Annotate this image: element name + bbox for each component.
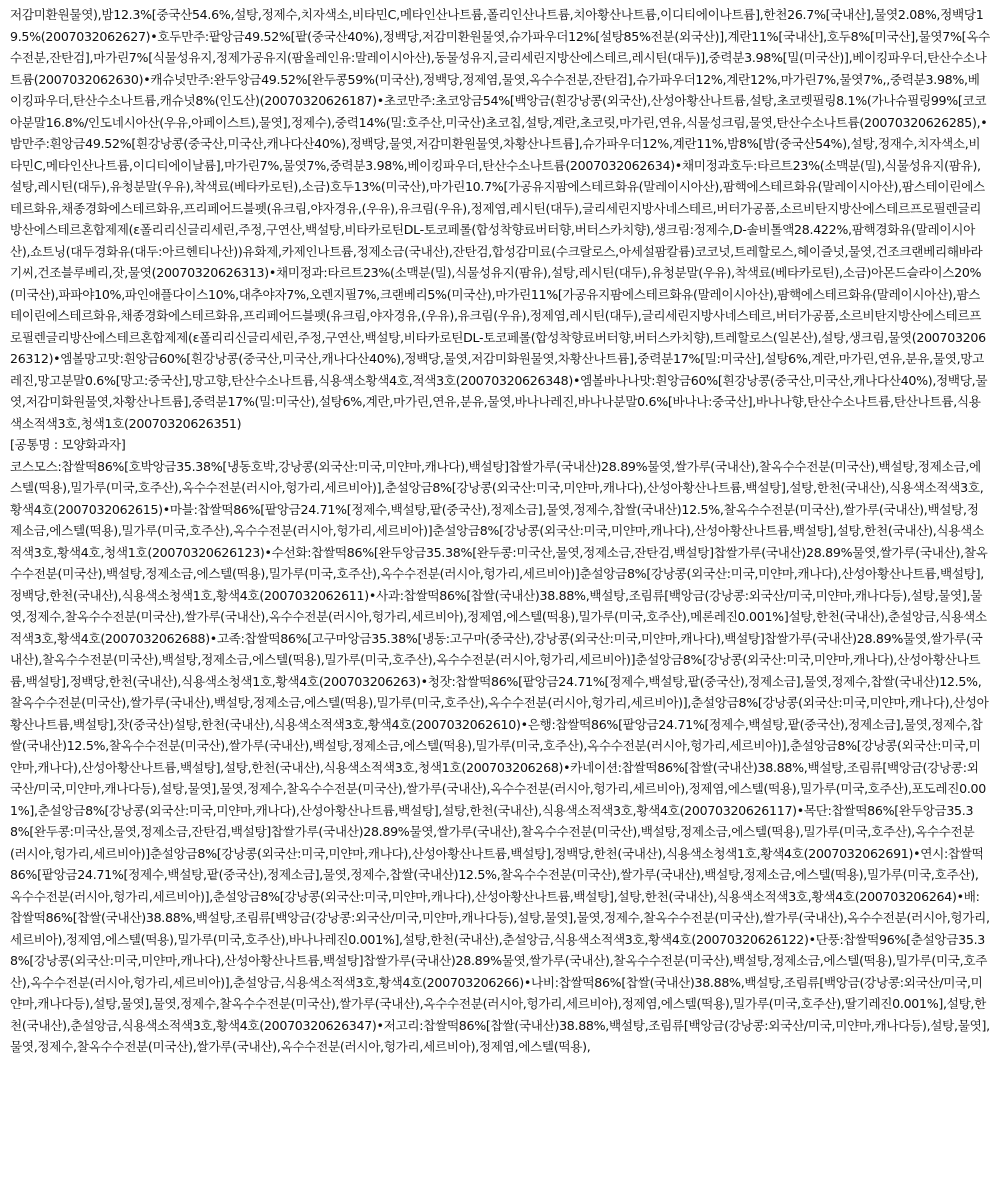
- section-body-paragraph: 코스모스:찹쌀떡86%[호박앙금35.38%[냉동호박,강낭콩(외국산:미국,미얀마,캐나다),백설탕]찹쌀가루(국내산)28.89%물엿,쌀가루(국내산),찰옥수수전분(미국산),백설탕,정제소금,에스텔(떡용),밀가루(미국,호주산),옥수수전분(러시아,헝가리,세르비아)],춘설앙금8%[강낭콩(외국산:미국,미얀마,캐나다),산성아황산나트륨,백설탕],설탕,한천(국내산),식용색소적색3호,황색4호(2007032062615)•마블:찹쌀떡86%[팥앙금24.71%[정제수,백설탕,팥(중국산),정제소금],물엿,정제수,찹쌀(국내산)12.5%,찰옥수수전분(미국산),쌀가루(국내산),백설탕,정제소금,에스텔(떡용),밀가루(미국,호주산),옥수수전분(러시아,헝가리,세르비아)]춘설앙금8%[강낭콩(외국산:미국,미얀마,캐나다),산성아황산나트륨,백설탕],설탕,한천(국내산),식용색소적색3호,황색4호,청색1호(20070320626123)•수선화:찹쌀떡86%[완두앙금35.38%[완두콩:미국산,물엿,정제소금,잔탄검,백설탕]찹쌀가루(국내산)28.89%물엿,쌀가루(국내산),찰옥수수전분(미국산),백설탕,정제소금,에스텔(떡용),밀가루(미국,호주산),옥수수전분(러시아,헝가리,세르비아)]춘설앙금8%[강낭콩(외국산:미국,미얀마,캐나다),산성아황산나트륨,백설탕],정백당,한천(국내산),식용색소청색1호,황색4호(2007032062611)•사과:찹쌀떡86%[찹쌀(국내산)38.88%,백설탕,조림류[백앙금(강낭콩:외국산/미국,미얀마,캐나다등),설탕,물엿],물엿,정제수,찰옥수수전분(미국산),쌀가루(국내산),옥수수전분(러시아,헝가리,세르비아),정제염,에스텔(떡용),밀가루(미국,호주산),메론레진0.001%]설탕,한천(국내산),춘설앙금,식용색소적색3호,황색4호(2007032062688)•고족:찹쌀떡86%[고구마앙금35.38%[냉동:고구마(중국산),강낭콩(외국산:미국,미얀마,캐나다),백설탕]찹쌀가루(국내산)28.89%물엿,쌀가루(국내산),찰옥수수전분(미국산),백설탕,정제소금,에스텔(떡용),밀가루(미국,호주산),옥수수전분(러시아,헝가리,세르비아)]춘설앙금8%[강낭콩(외국산:미국,미얀마,캐나다),산성아황산나트륨,백설탕],정백당,한천(국내산),식용색소청색1호,황색4호(200703206263)•청잣:찹쌀떡86%[팥앙금24.71%[정제수,백설탕,팥(중국산),정제소금],물엿,정제수,찹쌀(국내산)12.5%,찰옥수수전분(미국산),쌀가루(국내산),백설탕,정제소금,에스텔(떡용),밀가루(미국,호주산),옥수수전분(러시아,헝가리,세르비아)],춘설앙금8%[강낭콩(외국산:미국,미얀마,캐나다),산성아황산나트륨,백설탕],잣(중국산)설탕,한천(국내산),식용색소적색3호,황색4호(2007032062610)•은행:찹쌀떡86%[팥앙금24.71%[정제수,백설탕,팥(중국산),정제소금],물엿,정제수,찹쌀(국내산)12.5%,찰옥수수전분(미국산),쌀가루(국내산),백설탕,정제소금,에스텔(떡용),밀가루(미국,호주산),옥수수전분(러시아,헝가리,세르비아)],춘설앙금8%[강낭콩(외국산:미국,미얀마,캐나다),산성아황산나트륨,백설탕],설탕,한천(국내산),식용색소적색3호,청색1호(200703206268)•카네이션:찹쌀떡86%[찹쌀(국내산)38.88%,백설탕,조림류[백앙금(강낭콩:외국산/미국,미얀마,캐나다등),설탕,물엿],물엿,정제수,찰옥수수전분(미국산),쌀가루(국내산),옥수수전분(러시아,헝가리,세르비아),정제염,에스텔(떡용),밀가루(미국,호주산),포도레진0.001%],춘설앙금8%[강낭콩(외국산:미국,미얀마,캐나다),산성아황산나트륨,백설탕],설탕,한천(국내산),식용색소적색3호,황색4호(20070320626117)•목단:찹쌀떡86%[완두앙금35.38%[완두콩:미국산,물엿,정제소금,잔탄검,백설탕]찹쌀가루(국내산)28.89%물엿,쌀가루(국내산),찰옥수수전분(미국산),백설탕,정제소금,에스텔(떡용),밀가루(미국,호주산),옥수수전분(러시아,헝가리,세르비아)]춘설앙금8%[강낭콩(외국산:미국,미얀마,캐나다),산성아황산나트륨,백설탕],정백당,한천(국내산),식용색소청색1호,황색4호(2007032062691)•연시:찹쌀떡86%[팥앙금24.71%[정제수,백설탕,팥(중국산),정제소금],물엿,정제수,찹쌀(국내산)12.5%,찰옥수수전분(미국산),쌀가루(국내산),백설탕,정제소금,에스텔(떡용),밀가루(미국,호주산),옥수수전분(러시아,헝가리,세르비아)],춘설앙금8%[강낭콩(외국산:미국,미얀마,캐나다),산성아황산나트륨,백설탕],설탕,한천(국내산),식용색소적색3호,황색4호(200703206264)•배:찹쌀떡86%[찹쌀(국내산)38.88%,백설탕,조림류[백앙금(강낭콩:외국산/미국,미얀마,캐나다등),설탕,물엿],물엿,정제수,찰옥수수전분(미국산),쌀가루(국내산),옥수수전분(러시아,헝가리,세르비아),정제염,에스텔(떡용),밀가루(미국,호주산),바나나레진0.001%],설탕,한천(국내산),춘설앙금,식용색소적색3호,황색4호(20070320626122)•단풍:찹쌀떡96%[춘설앙금35.38%[강낭콩(외국산:미국,미얀마,캐나다),산성아황산나트륨,백설탕]찹쌀가루(국내산)28.89%물엿,쌀가루(국내산),찰옥수수전분(미국산),백설탕,정제소금,에스텔(떡용),밀가루(미국,호주산),옥수수전분(러시아,헝가리,세르비아)],춘설앙금,식용색소적색3호,황색4호(200703206266)•나비:찹쌀떡86%[찹쌀(국내산)38.88%,백설탕,조림류[백앙금(강낭콩:외국산/미국,미얀마,캐나다등),설탕,물엿],물엿,정제수,찰옥수수전분(미국산),쌀가루(국내산),옥수수전분(러시아,헝가리,세르비아),정제염,에스텔(떡용),밀가루(미국,호주산),딸기레진0.001%],설탕,한천(국내산),춘설앙금,식용색소적색3호,황색4호(20070320626347)•저고리:찹쌀떡86%[찹쌀(국내산)38.88%,백설탕,조림류[백앙금(강낭콩:외국산/미국,미얀마,캐나다등),설탕,물엿],물엿,정제수,찰옥수수전분(미국산),쌀가루(국내산),옥수수전분(러시아,헝가리,세르비아),정제염,에스텔(떡용),: [10, 458, 990, 1054]
- section-header: [공통명 : 모양화과자]: [10, 437, 126, 452]
- continuation-paragraph: 저감미환원물엿),밤12.3%[중국산54.6%,설탕,정제수,치자색소,비타민C,메타인산나트륨,폴리인산나트륨,치아황산나트륨,이디티에이나트륨],한천26.7%[국내산],물엿2.08%,정백당19.5%(2007032062627)•호두만주:팥앙금49.52%[팥(중국산40%),정백당,저감미환원물엿,슈가파우더12%[설탕85%전분(외국산)],계란11%[국내산],호두8%[미국산],물엿7%[옥수수전분,잔탄검],마가린7%[식물성유지,정제가공유지(팜올레인유:말레이시아산),동물성유지,글리세린지방산에스테르,레시틴(대두)],중력분3.98%[밀(미국산)],베이킹파우더,탄산수소나트륨(2007032062630)•캐슈넛만주:완두앙금49.52%[완두콩59%(미국산),정백당,정제염,물엿,옥수수전분,잔탄검],슈가파우더12%,계란12%,마가린7%,물엿7%,,중력분3.98%,베이킹파우더,탄산수소나트륨,캐슈넛8%(인도산)(20070320626187)•초코만주:초코앙금54%[백앙금(흰강낭콩(외국산),산성아황산나트륨,설탕,초코렛필링8.1%(가나슈필링99%[코코아분말16.8%/인도네시아산(우유,아페이스트),물엿],정제수),중력14%(밀:호주산,미국산)초코칩,설탕,계란,초코릿,마가린,연유,식물성크림,물엿,탄산수소나트륨(20070320626285),•밤만주:흰앙금49.52%[흰강낭콩(중국산,미국산,캐나다산40%),정백당,물엿,저감미환원물엿,차황산나트륨],슈가파우더12%,계란11%,밤8%[밤(중국산54%),설탕,정재수,치자색소,비타민C,메타인산나트륨,이디티에이날륨],마가린7%,물엿7%,중력분3.98%,베이킹파우더,탄산수소나트륨(2007032062634)•채미정과호두:타르트23%(소맥분(밀),식물성유지(팜유),설탕,레시틴(대두),유청분말(우유),착색료(베타카로틴),소금)호두13%(미국산),마가린10.7%[가공유지팜에스테르화유(말레이시아산),팜핵에스테르화유(말레이시아산),팜스테이린에스테르화유,채종경화에스테르화유,프리페어드블펫(유크림,야자경유,(우유),유크림(우유),정제염,레시틴(대두),글리세린지방사네스테르,버터가공품,소르비탄지방산에스테르프로필렌글리방산에스테르혼합제제(ε폴리리신글리세린,주정,구연산,백설탕,비타카로틴DL-토코페롤(합성착향료버터향,버터스카치향),생크림:정제수,D-솔비톨액28.422%,팜핵경화유(말레이시아산),쇼트닝(대두경화유(대두:아르헨티나산))유화제,카제인나트륨,정제소금(국내산),잔탄검,합성감미료(수크랄로스,아세설팜칼륨)코코넛,트레할로스,헤이즐넛,물엿,건조크랜베리해바라기씨,건조블루베리,잣,물엿(20070320626313)•채미정과:타르트23%(소맥분(밀),식물성유지(팜유),설탕,레시틴(대두),유청분말(우유),착색료(베타카로틴),소금)아몬드슬라이스20%(미국산),파파야10%,파인애플다이스10%,대추야자7%,오렌지필7%,크랜베리5%(미국산),마가린11%[가공유지팜에스테르화유(말레이시아산),팜핵에스테르화유(말레이시아산),팜스테이린에스테르화유,채종경화에스테르화유,프리페어드블펫(유크림,야자경유,(우유),유크림(우유),정제염,레시틴(대두),글리세린지방사네스테르,버터가공품,소르비탄지방산에스테르프로필렌글리방산에스테르혼합제제(ε폴리리신글리세린,주정,구연산,백설탕,비타카로틴DL-토코페롤(합성착향료버터향,버터스카치향),트레할로스(일본산),설탕,생크림,물엿(20070320626312)•엠볼망고맛:흰앙금60%[흰강낭콩(중국산,미국산,캐나다산40%),정백당,물엿,저감미화원물엿,차황산나트륨],중력분17%[밀:미국산],설탕6%,계란,마가린,연유,분유,물엿,망고레진,망고분말0.6%[망고:중국산],망고향,탄산수소나트륨,식용색소황색4호,적색3호(20070320626348)•엠볼바나나맛:흰앙금60%[흰강낭콩(중국산,미국산,캐나다산40%),정백당,물엿,저감미화원물엿,차황산나트륨],중력분17%(밀:미국산),설탕6%,계란,마가린,연유,분유,물엿,바나나레진,바나나분말0.6%[바나나:중국산],바나나향,탄산수소나트륨,탄산나트륨,식용색소적색3호,청색1호(20070320626351): [10, 7, 990, 431]
